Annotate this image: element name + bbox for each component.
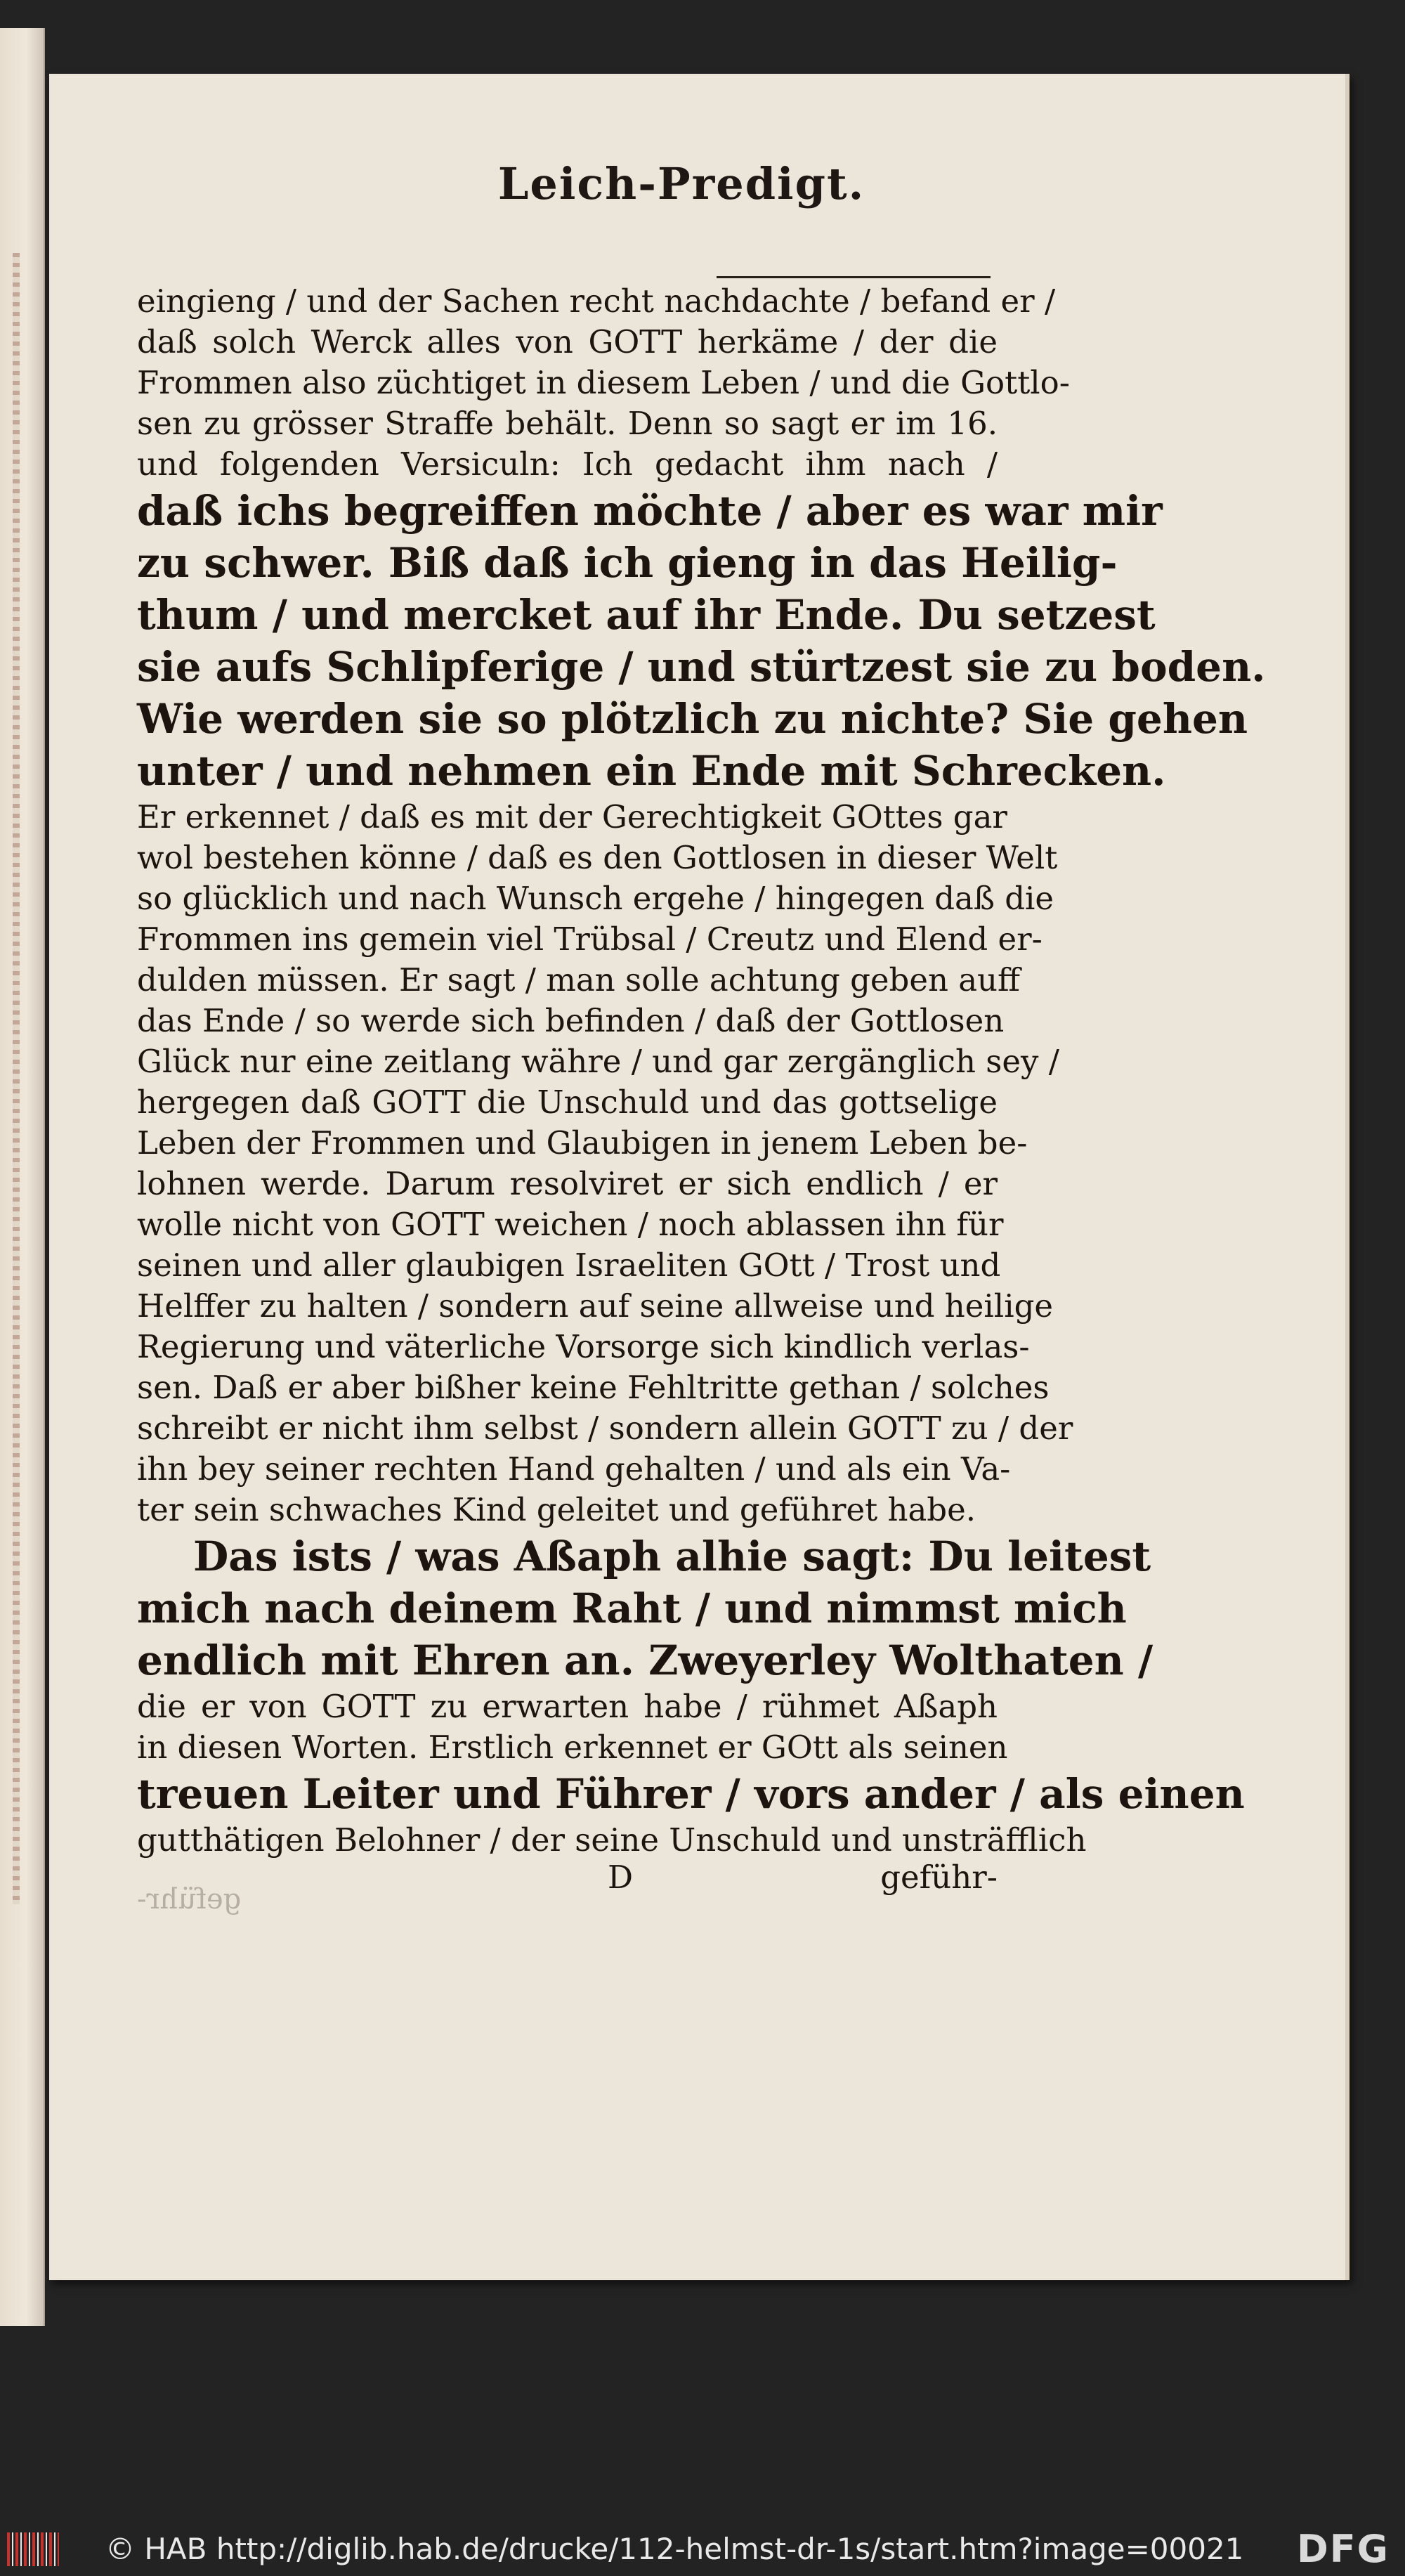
text-line: und folgenden Versiculn: Ich gedacht ihm nach /: [137, 445, 998, 483]
text-line: endlich mit Ehren an. Zweyerley Wolthaten /: [137, 1637, 1154, 1684]
text-line: das Ende / so werde sich befinden / daß der Gottlosen: [137, 1002, 1005, 1039]
text-line: die er von GOTT zu erwarten habe / rühmet Aßaph: [137, 1688, 998, 1725]
text-line: daß ichs begreiffen möchte / aber es war mir: [137, 487, 1163, 535]
text-line: Das ists / was Aßaph alhie sagt: Du leitest: [193, 1533, 1151, 1580]
page-foot: [137, 1859, 998, 1901]
text-line: wol bestehen könne / daß es den Gottlosen in dieser Welt: [137, 839, 1058, 876]
dfg-logo: DFG: [1296, 2527, 1390, 2571]
text-line: Leben der Frommen und Glaubigen in jenem Leben be-: [137, 1124, 1028, 1162]
text-line: Frommen ins gemein viel Trübsal / Creutz und Elend er-: [137, 921, 1043, 958]
text-line: in diesen Worten. Erstlich erkennet er GOtt als seinen: [137, 1729, 1008, 1766]
text-line: dulden müssen. Er sagt / man solle achtung geben auff: [137, 961, 1021, 998]
text-line: sie aufs Schlipferige / und stürtzest sie zu boden.: [137, 643, 1266, 691]
bleed-through-text: geführ-: [137, 1883, 242, 1915]
text-line: mich nach deinem Raht / und nimmst mich: [137, 1585, 1127, 1632]
running-head: Leich-Predigt.: [497, 158, 865, 209]
text-line: treuen Leiter und Führer / vors ander / als einen: [137, 1770, 1245, 1818]
text-line: Wie werden sie so plötzlich zu nichte? Sie gehen: [137, 695, 1248, 743]
text-line: zu schwer. Biß daß ich gieng in das Heilig-: [137, 539, 1118, 587]
text-line: Glück nur eine zeitlang währe / und gar zergänglich sey /: [137, 1043, 1059, 1080]
text-line: seinen und aller glaubigen Israeliten GOtt / Trost und: [137, 1247, 1001, 1284]
text-line: eingieng / und der Sachen recht nachdachte / befand er /: [137, 282, 1056, 320]
text-line: lohnen werde. Darum resolviret er sich endlich / er: [137, 1165, 998, 1202]
page-edge-stain: [13, 253, 20, 1904]
text-line: ter sein schwaches Kind geleitet und geführet habe.: [137, 1491, 976, 1528]
text-line: so glücklich und nach Wunsch ergehe / hingegen daß die: [137, 880, 1054, 917]
text-line: daß solch Werck alles von GOTT herkäme / der die: [137, 323, 998, 360]
barcode-icon: [7, 2532, 59, 2566]
text-line: thum / und mercket auf ihr Ende. Du setzest: [137, 591, 1156, 639]
text-line: Helffer zu halten / sondern auf seine allweise und heilige: [137, 1287, 1054, 1325]
previous-page-edge: [0, 28, 45, 2326]
catchword: geführ-: [880, 1859, 998, 1896]
text-line: Regierung und väterliche Vorsorge sich kindlich verlas-: [137, 1328, 1030, 1365]
source-credit-link[interactable]: © HAB http://diglib.hab.de/drucke/112-helmst-dr-1s/start.htm?image=00021: [105, 2532, 1244, 2566]
text-line: sen zu grösser Straffe behält. Denn so sagt er im 16.: [137, 405, 998, 442]
viewer-footer: [0, 2523, 1405, 2576]
signature-mark: D: [608, 1859, 634, 1896]
text-line: wolle nicht von GOTT weichen / noch ablassen ihn für: [137, 1206, 1004, 1243]
text-line: Frommen also züchtiget in diesem Leben / und die Gottlo-: [137, 364, 1070, 401]
text-line: unter / und nehmen ein Ende mit Schrecken.: [137, 747, 1166, 795]
text-line: hergegen daß GOTT die Unschuld und das gottselige: [137, 1084, 998, 1121]
text-line: gutthätigen Belohner / der seine Unschuld und unsträfflich: [137, 1821, 1087, 1859]
text-line: Er erkennet / daß es mit der Gerechtigkeit GOttes gar: [137, 798, 1007, 835]
body-text: [137, 281, 1266, 1861]
text-line: sen. Daß er aber bißher keine Fehltritte gethan / solches: [137, 1369, 1050, 1406]
text-line: ihn bey seiner rechten Hand gehalten / und als ein Va-: [137, 1450, 1011, 1488]
running-head-rule: [717, 276, 991, 278]
text-line: schreibt er nicht ihm selbst / sondern allein GOTT zu / der: [137, 1410, 1073, 1447]
